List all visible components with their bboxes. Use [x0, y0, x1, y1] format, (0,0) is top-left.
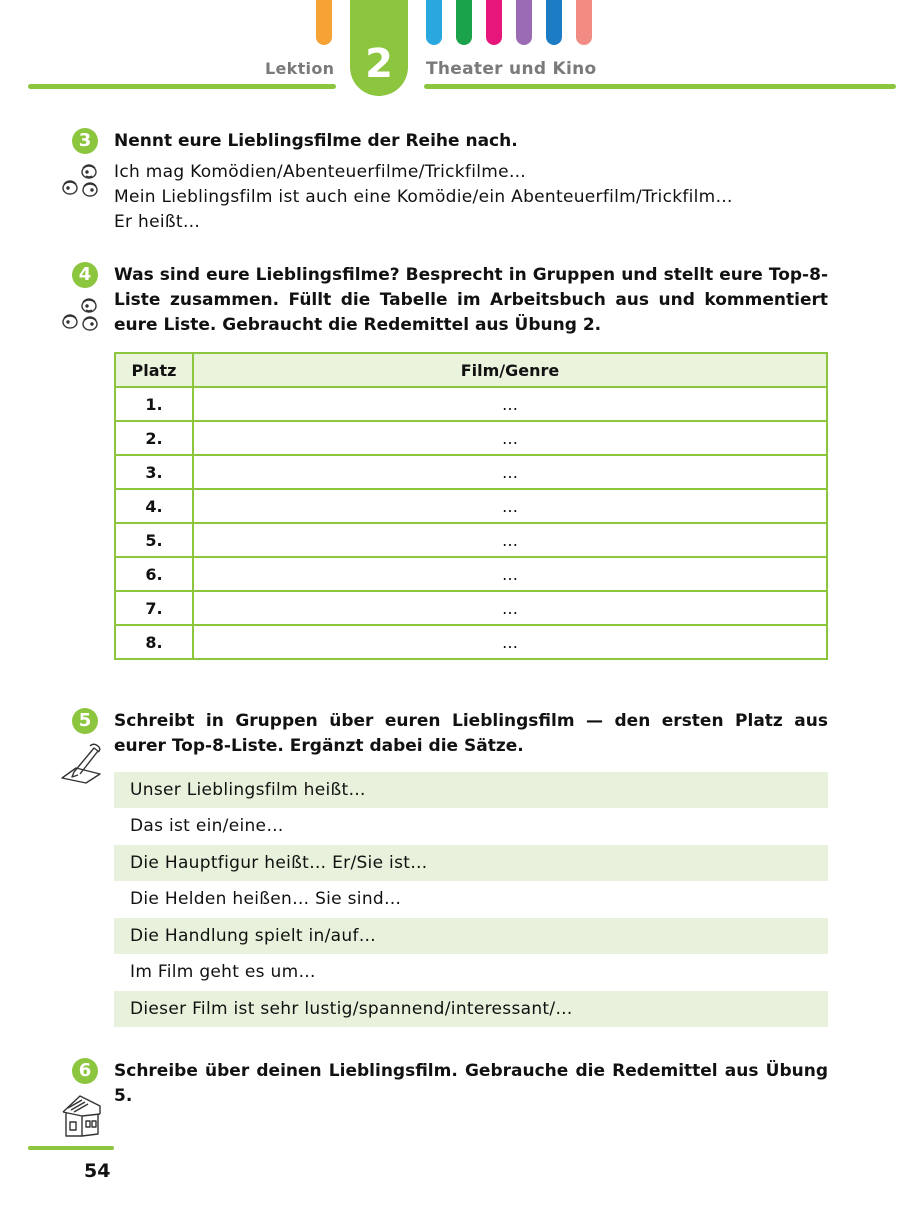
table-row	[115, 455, 827, 489]
exercise-number-3: 3	[72, 128, 98, 154]
sentence-text: Dieser Film ist sehr lustig/spannend/interessant/…	[130, 999, 573, 1019]
table-cell-film: …	[193, 557, 827, 591]
exercise-4-instruction: Was sind eure Lieblingsfilme? Besprecht in Gruppen und stellt eure Top-8-Liste zusammen. Füllt die Tabelle im Arbeitsbuch aus und kommentiert eure Liste. Gebraucht die Redemittel aus Übung 2.	[114, 265, 828, 335]
table-cell-film: …	[193, 523, 827, 557]
lektion-label: Lektion	[265, 59, 335, 78]
top-8-table	[114, 352, 828, 660]
sentence-row	[114, 881, 828, 917]
sentence-text: Die Hauptfigur heißt… Er/Sie ist…	[130, 853, 428, 873]
table-cell-film: …	[193, 455, 827, 489]
lesson-number-badge: 2	[350, 0, 408, 96]
header-line-left	[28, 84, 336, 89]
sentence-row	[114, 991, 828, 1027]
table-row	[115, 557, 827, 591]
column-header-platz: Platz	[115, 353, 193, 387]
table-cell-film: …	[193, 387, 827, 421]
exercise-5-instruction: Schreibt in Gruppen über euren Lieblingsfilm — den ersten Platz aus eurer Top-8-Liste. Ergänzt dabei die Sätze.	[114, 711, 828, 756]
column-header-film-genre: Film/Genre	[193, 353, 827, 387]
sentence-row	[114, 845, 828, 881]
lesson-title: Theater und Kino	[426, 59, 597, 79]
exercise-number-6: 6	[72, 1058, 98, 1084]
table-header-row	[115, 353, 827, 387]
color-tab-pink	[486, 0, 502, 45]
pair-talk-icon	[58, 296, 104, 334]
color-tab-salmon	[576, 0, 592, 45]
table-cell-film: …	[193, 625, 827, 659]
exercise-3-line-3: Er heißt…	[114, 212, 201, 232]
sentence-text: Die Handlung spielt in/auf…	[130, 926, 377, 946]
sentence-text: Die Helden heißen… Sie sind…	[130, 889, 402, 909]
table-cell-film: …	[193, 489, 827, 523]
color-tab-green	[456, 0, 472, 45]
exercise-3-instruction: Nennt eure Lieblingsfilme der Reihe nach.	[114, 131, 518, 151]
footer-line	[28, 1146, 114, 1150]
house-icon	[60, 1092, 104, 1138]
table-row	[115, 523, 827, 557]
writing-hand-icon	[60, 742, 104, 784]
exercise-number-5: 5	[72, 708, 98, 734]
table-cell-platz: 1.	[115, 387, 193, 421]
exercise-6-instruction: Schreibe über deinen Lieblingsfilm. Gebrauche die Redemittel aus Übung 5.	[114, 1061, 828, 1106]
table-row	[115, 591, 827, 625]
exercise-number-4: 4	[72, 262, 98, 288]
table-row	[115, 421, 827, 455]
header-line-right	[424, 84, 896, 89]
table-row	[115, 489, 827, 523]
table-cell-platz: 2.	[115, 421, 193, 455]
page-number: 54	[84, 1160, 111, 1182]
sentence-text: Unser Lieblingsfilm heißt…	[130, 780, 366, 800]
table-cell-platz: 3.	[115, 455, 193, 489]
table-cell-platz: 5.	[115, 523, 193, 557]
sentence-row	[114, 772, 828, 808]
color-tab-lightblue	[426, 0, 442, 45]
table-cell-platz: 7.	[115, 591, 193, 625]
table-cell-platz: 8.	[115, 625, 193, 659]
sentence-text: Das ist ein/eine…	[130, 816, 284, 836]
sentence-row	[114, 954, 828, 990]
exercise-3-line-2: Mein Lieblingsfilm ist auch eine Komödie/ein Abenteuerfilm/Trickfilm…	[114, 187, 733, 207]
color-tab-blue	[546, 0, 562, 45]
table-cell-platz: 6.	[115, 557, 193, 591]
sentence-row	[114, 918, 828, 954]
sentence-text: Im Film geht es um…	[130, 962, 316, 982]
exercise-3-line-1: Ich mag Komödien/Abenteuerfilme/Trickfilme…	[114, 162, 527, 182]
table-row	[115, 387, 827, 421]
color-tab-purple	[516, 0, 532, 45]
table-cell-platz: 4.	[115, 489, 193, 523]
table-cell-film: …	[193, 421, 827, 455]
table-cell-film: …	[193, 591, 827, 625]
pair-talk-icon	[58, 162, 104, 200]
table-row	[115, 625, 827, 659]
sentence-row	[114, 808, 828, 844]
color-tab-orange	[316, 0, 332, 45]
